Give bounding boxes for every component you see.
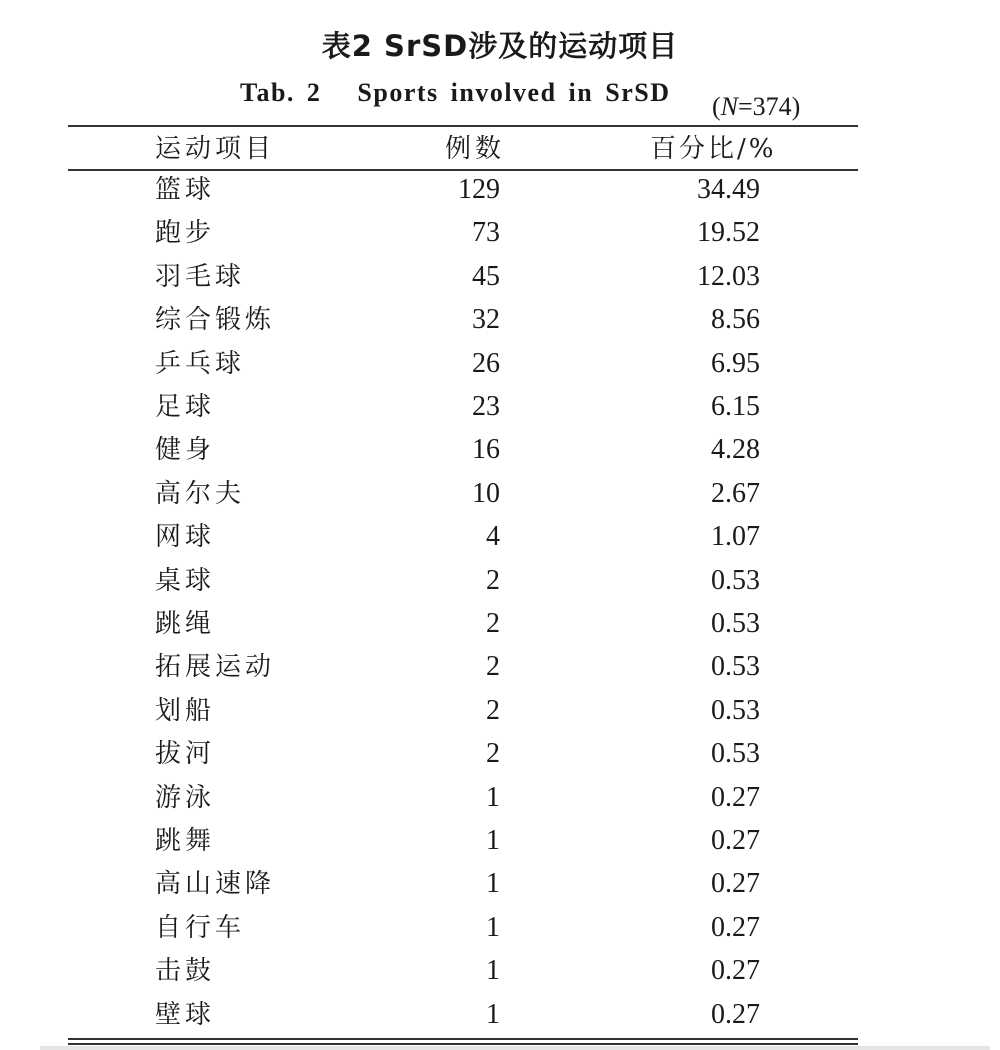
cell-count: 32 bbox=[472, 304, 500, 336]
cell-count: 129 bbox=[458, 174, 500, 205]
cell-percent: 0.53 bbox=[711, 564, 760, 596]
cell-count: 2 bbox=[486, 608, 500, 639]
cell-percent: 6.15 bbox=[711, 391, 760, 422]
cell-sport: 自行车 bbox=[155, 912, 246, 943]
cell-percent: 0.27 bbox=[711, 868, 760, 900]
table-row bbox=[0, 300, 1000, 340]
cell-sport: 游泳 bbox=[155, 782, 216, 813]
table-title-english: Tab. 2 Sports involved in SrSD bbox=[240, 78, 671, 107]
header-sport: 运动项目 bbox=[155, 134, 276, 164]
cell-count: 2 bbox=[486, 564, 500, 596]
cell-percent: 1.07 bbox=[711, 521, 760, 553]
cell-percent: 12.03 bbox=[697, 260, 760, 292]
cell-count: 10 bbox=[472, 477, 500, 509]
cell-count: 1 bbox=[486, 998, 500, 1030]
cell-sport: 健身 bbox=[155, 435, 216, 466]
cell-percent: 0.27 bbox=[711, 911, 760, 943]
cell-sport: 足球 bbox=[155, 392, 216, 422]
cell-percent: 0.27 bbox=[711, 955, 760, 987]
cell-percent: 0.27 bbox=[711, 781, 760, 813]
cell-sport: 高山速降 bbox=[155, 869, 276, 900]
cell-count: 45 bbox=[472, 260, 500, 292]
table-row bbox=[0, 908, 1000, 948]
cell-sport: 网球 bbox=[155, 522, 216, 553]
sample-size-prefix: ( bbox=[712, 92, 721, 121]
cell-sport: 桌球 bbox=[155, 565, 216, 596]
cell-percent: 6.95 bbox=[711, 347, 760, 379]
cell-percent: 34.49 bbox=[697, 174, 760, 205]
table-title-chinese: 表2 SrSD涉及的运动项目 bbox=[321, 29, 679, 63]
cell-percent: 0.27 bbox=[711, 825, 760, 856]
cell-percent: 0.53 bbox=[711, 694, 760, 726]
cell-count: 2 bbox=[486, 694, 500, 726]
cell-count: 1 bbox=[486, 868, 500, 900]
cell-percent: 19.52 bbox=[697, 217, 760, 249]
cell-count: 1 bbox=[486, 781, 500, 813]
table-row bbox=[0, 951, 1000, 991]
cell-percent: 8.56 bbox=[711, 304, 760, 336]
table-row bbox=[0, 864, 1000, 904]
table-row bbox=[0, 344, 1000, 384]
cell-count: 1 bbox=[486, 911, 500, 943]
table-row bbox=[0, 213, 1000, 253]
cell-sport: 拓展运动 bbox=[155, 652, 276, 683]
table-row bbox=[0, 517, 1000, 557]
table-row bbox=[0, 995, 1000, 1035]
cell-percent: 0.53 bbox=[711, 738, 760, 770]
cell-sport: 综合锻炼 bbox=[155, 305, 276, 336]
cell-percent: 2.67 bbox=[711, 477, 760, 509]
table-row bbox=[0, 387, 1000, 427]
cell-sport: 篮球 bbox=[155, 175, 216, 205]
cell-count: 23 bbox=[472, 391, 500, 422]
table-row bbox=[0, 561, 1000, 601]
table-row bbox=[0, 430, 1000, 470]
table-bottom-rule-1 bbox=[68, 1038, 858, 1040]
cell-sport: 击鼓 bbox=[155, 956, 216, 987]
cell-sport: 跑步 bbox=[155, 218, 216, 249]
cell-sport: 拔河 bbox=[155, 739, 216, 770]
table-row bbox=[0, 604, 1000, 644]
cell-sport: 划船 bbox=[155, 695, 216, 726]
cell-count: 4 bbox=[486, 521, 500, 553]
cell-count: 1 bbox=[486, 825, 500, 856]
table-bottom-rule-2 bbox=[68, 1043, 858, 1045]
cell-percent: 0.53 bbox=[711, 651, 760, 683]
table-row bbox=[0, 778, 1000, 818]
cell-count: 16 bbox=[472, 434, 500, 466]
table-row bbox=[0, 474, 1000, 514]
header-count: 例数 bbox=[445, 134, 506, 164]
sample-size-value: =374) bbox=[738, 92, 801, 121]
table-row bbox=[0, 170, 1000, 210]
table-row bbox=[0, 821, 1000, 861]
table-row bbox=[0, 647, 1000, 687]
cell-percent: 0.27 bbox=[711, 998, 760, 1030]
table-row bbox=[0, 257, 1000, 297]
table-top-rule bbox=[68, 125, 858, 127]
cell-count: 73 bbox=[472, 217, 500, 249]
sample-size-label bbox=[712, 92, 800, 122]
header-percent: 百分比/% bbox=[650, 134, 777, 164]
cell-sport: 跳绳 bbox=[155, 609, 216, 639]
bottom-divider bbox=[40, 1046, 990, 1050]
cell-count: 2 bbox=[486, 738, 500, 770]
cell-percent: 0.53 bbox=[711, 608, 760, 639]
cell-sport: 乒乓球 bbox=[155, 348, 246, 379]
cell-sport: 壁球 bbox=[155, 999, 216, 1030]
cell-sport: 高尔夫 bbox=[155, 478, 246, 509]
cell-count: 1 bbox=[486, 955, 500, 987]
table-row bbox=[0, 691, 1000, 731]
cell-percent: 4.28 bbox=[711, 434, 760, 466]
cell-sport: 羽毛球 bbox=[155, 261, 246, 292]
cell-count: 26 bbox=[472, 347, 500, 379]
table-row bbox=[0, 734, 1000, 774]
sample-size-n: N bbox=[720, 92, 739, 121]
cell-sport: 跳舞 bbox=[155, 826, 216, 856]
cell-count: 2 bbox=[486, 651, 500, 683]
table-header-row bbox=[0, 129, 1000, 169]
